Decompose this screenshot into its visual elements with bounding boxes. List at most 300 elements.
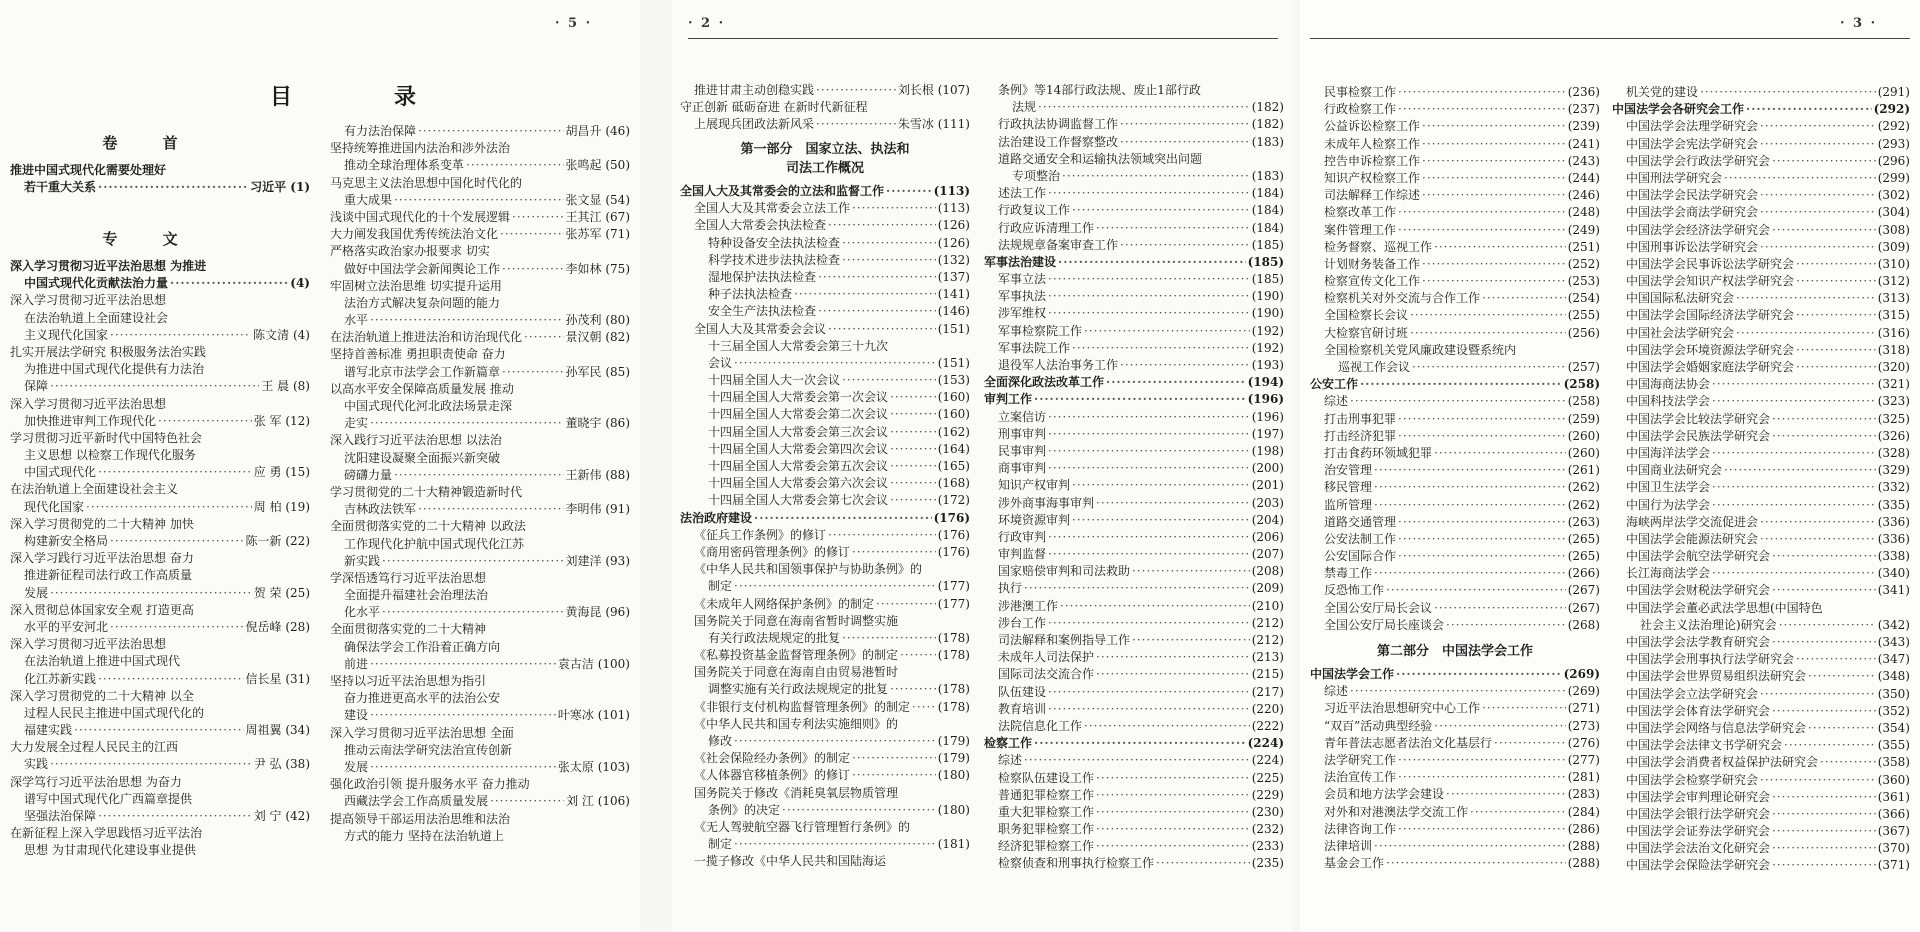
dot-leader xyxy=(1772,703,1876,720)
toc-entry xyxy=(680,475,970,492)
entry-title: 检察侦查和刑事执行检察工作 xyxy=(998,856,1155,871)
toc-entry xyxy=(10,344,310,361)
toc-entry xyxy=(10,481,310,498)
entry-title: 《未成年人网络保护条例》的制定 xyxy=(694,596,875,611)
entry-author-page: (328) xyxy=(1877,445,1910,460)
entry-title: 制定 xyxy=(708,837,733,852)
dot-leader xyxy=(394,192,564,209)
dot-leader xyxy=(842,630,936,647)
toc-entry xyxy=(330,673,630,690)
entry-title: 一揽子修改《中华人民共和国陆海运 xyxy=(694,854,887,869)
dot-leader xyxy=(98,464,252,481)
toc-entry xyxy=(1612,514,1910,531)
toc-page-3 xyxy=(1300,0,1920,932)
toc-entry xyxy=(1310,222,1600,239)
entry-title: 推进新征程司法行政工作高质量 xyxy=(24,568,193,583)
toc-entry xyxy=(10,378,310,395)
entry-title: 扎实开展法学研究 积极服务法治实践 xyxy=(10,344,206,359)
entry-author-page: (177) xyxy=(937,596,970,611)
entry-author-page: 倪岳峰 (28) xyxy=(245,619,310,634)
entry-author-page: (267) xyxy=(1567,600,1600,615)
toc-entry xyxy=(330,553,630,570)
toc-entry xyxy=(330,450,630,467)
entry-title: 严格落实政治家办报要求 切实 xyxy=(330,244,490,259)
entry-title: 在法治轨道上推进中国式现代 xyxy=(24,654,181,669)
dot-leader xyxy=(170,275,288,292)
dot-leader xyxy=(1374,565,1566,582)
toc-entry xyxy=(330,742,630,759)
dot-leader xyxy=(1482,700,1566,717)
toc-entry xyxy=(1310,700,1600,717)
dot-leader xyxy=(1048,185,1250,202)
entry-author-page: (235) xyxy=(1251,856,1284,871)
entry-title: 建设 xyxy=(344,708,369,723)
entry-author-page: (321) xyxy=(1877,377,1910,392)
entry-title: 发展 xyxy=(24,585,49,600)
entry-title: 基金会工作 xyxy=(1324,856,1385,871)
entry-title: 监所管理 xyxy=(1324,497,1373,512)
entry-title: 中国法学会董必武法学思想(中国特色 xyxy=(1626,600,1823,615)
toc-entry xyxy=(10,413,310,430)
toc-entry xyxy=(1310,273,1600,290)
dot-leader xyxy=(1772,823,1876,840)
toc-entry xyxy=(1612,411,1910,428)
entry-author-page: (313) xyxy=(1877,291,1910,306)
dot-leader xyxy=(370,312,564,329)
toc-entry xyxy=(680,510,970,527)
entry-title: 法律咨询工作 xyxy=(1324,821,1397,836)
entry-title: 青年普法志愿者法治文化基层行 xyxy=(1324,735,1493,750)
entry-title: 深入学习贯彻党的二十大精神 以全 xyxy=(10,688,194,703)
entry-title: 检察机关对外交流与合作工作 xyxy=(1324,291,1481,306)
entry-title: 《私募投资基金监督管理条例》的制定 xyxy=(694,648,899,663)
toc-entry xyxy=(10,653,310,670)
toc-entry xyxy=(1612,737,1910,754)
entry-author-page: 张文显 (54) xyxy=(565,192,630,207)
toc-entry xyxy=(680,836,970,853)
toc-entry xyxy=(10,671,310,688)
entry-title: 综述 xyxy=(1324,684,1349,699)
entry-title: 全国人大及其常委会会议 xyxy=(694,321,827,336)
toc-entry xyxy=(10,275,310,292)
entry-title: 法学研究工作 xyxy=(1324,752,1397,767)
dot-leader xyxy=(1072,202,1250,219)
toc-entry xyxy=(680,355,970,372)
dot-leader xyxy=(1422,136,1566,153)
entry-title: 国务院关于同意在海南省暂时调整实施 xyxy=(694,613,899,628)
dot-leader xyxy=(1446,617,1566,634)
entry-title: 有关行政法规规定的批复 xyxy=(708,630,841,645)
toc-entry xyxy=(984,151,1284,168)
entry-author-page: (190) xyxy=(1251,306,1284,321)
entry-author-page: (371) xyxy=(1877,858,1910,873)
entry-author-page: (352) xyxy=(1877,703,1910,718)
entry-author-page: (310) xyxy=(1877,256,1910,271)
dot-leader xyxy=(1422,118,1566,135)
toc-entry xyxy=(10,430,310,447)
entry-author-page: (291) xyxy=(1877,85,1910,99)
dot-leader xyxy=(1434,600,1566,617)
toc-entry xyxy=(330,587,630,604)
dot-leader xyxy=(1374,497,1566,514)
toc-entry xyxy=(984,202,1284,219)
toc-entry xyxy=(1612,668,1910,685)
entry-title: 立案信访 xyxy=(998,409,1047,424)
toc-entry xyxy=(330,570,630,587)
dot-leader xyxy=(1398,411,1566,428)
entry-title: 中国商业法研究会 xyxy=(1626,463,1723,478)
dot-leader xyxy=(734,578,936,595)
dot-leader xyxy=(1398,204,1566,221)
entry-author-page: (180) xyxy=(937,802,970,817)
entry-title: 福建实践 xyxy=(24,723,73,738)
entry-title: 国务院关于修改《消耗臭氧层物质管理 xyxy=(694,785,899,800)
toc-column-right xyxy=(1612,84,1910,875)
entry-title: 若干重大关系 xyxy=(24,180,97,195)
toc-entry xyxy=(1310,307,1600,324)
toc-entry xyxy=(680,441,970,458)
dot-leader xyxy=(1096,770,1250,787)
toc-entry xyxy=(330,793,630,810)
entry-title: 水平 xyxy=(344,313,369,328)
toc-entry xyxy=(1310,256,1600,273)
toc-entry xyxy=(330,811,630,828)
entry-author-page: (184) xyxy=(1251,220,1284,235)
entry-title: 大力阐发我国优秀传统法治文化 xyxy=(330,227,499,242)
entry-author-page: 刘长根 (107) xyxy=(897,83,970,97)
entry-title: 中国科技法学会 xyxy=(1626,394,1711,409)
entry-title: “双百”活动典型经验 xyxy=(1324,718,1433,733)
entry-author-page: (179) xyxy=(937,734,970,748)
entry-title: 推动云南法学研究法治宣传创新 xyxy=(344,742,513,757)
entry-title: 中国法学会行政法学研究会 xyxy=(1626,153,1771,168)
entry-author-page: (204) xyxy=(1251,512,1284,527)
entry-author-page: (266) xyxy=(1567,566,1600,581)
dot-leader xyxy=(1096,649,1250,666)
toc-entry xyxy=(10,808,310,825)
dot-leader xyxy=(1412,359,1566,376)
toc-entry xyxy=(984,357,1284,374)
entry-author-page: (241) xyxy=(1567,136,1600,151)
entry-title: 深入学习贯彻党的二十大精神 加快 xyxy=(10,516,194,531)
entry-author-page: (220) xyxy=(1251,701,1284,716)
entry-title: 行政复议工作 xyxy=(998,203,1071,218)
entry-author-page: 李如林 (75) xyxy=(565,261,630,276)
toc-entry xyxy=(680,372,970,389)
toc-entry xyxy=(984,787,1284,804)
dot-leader xyxy=(1422,153,1566,170)
entry-title: 中国法学会经济法学研究会 xyxy=(1626,222,1771,237)
dot-leader xyxy=(890,406,936,423)
dot-leader xyxy=(852,200,936,217)
entry-author-page: 孙茂利 (80) xyxy=(565,313,630,328)
toc-entry xyxy=(984,855,1284,872)
toc-entry xyxy=(1612,548,1910,565)
entry-author-page: (316) xyxy=(1877,325,1910,340)
toc-entry xyxy=(1310,548,1600,565)
entry-title: 机关党的建设 xyxy=(1626,85,1699,99)
dot-leader xyxy=(98,671,244,688)
dot-leader xyxy=(1760,686,1876,703)
toc-entry xyxy=(330,776,630,793)
dot-leader xyxy=(1386,855,1566,872)
entry-title: 行政检察工作 xyxy=(1324,102,1397,117)
entry-title: 行政应诉清理工作 xyxy=(998,220,1095,235)
entry-author-page: 陈一新 (22) xyxy=(245,534,310,548)
entry-title: 司法解释工作综述 xyxy=(1324,188,1421,203)
dot-leader xyxy=(1772,634,1876,651)
entry-title: 检察改革工作 xyxy=(1324,205,1397,220)
dot-leader xyxy=(1772,428,1876,445)
entry-title: 十四届全国人大常委会第六次会议 xyxy=(708,476,889,491)
toc-title: 目 录 xyxy=(270,84,457,110)
entry-title: 做好中国法学会新闻舆论工作 xyxy=(344,261,501,276)
toc-entry xyxy=(330,329,630,346)
entry-title: 中国卫生法学会 xyxy=(1626,480,1711,495)
entry-author-page: (361) xyxy=(1877,789,1910,804)
entry-title: 在法治轨道上全面建设社会主义 xyxy=(10,482,179,497)
entry-title: 制定 xyxy=(708,579,733,594)
entry-author-page: (367) xyxy=(1877,824,1910,839)
entry-title: 检察工作 xyxy=(984,736,1033,751)
entry-author-page: (326) xyxy=(1877,428,1910,443)
entry-author-page: 张太原 (103) xyxy=(557,759,630,774)
toc-entry xyxy=(984,220,1284,237)
entry-title: 推进甘肃主动创稳实践 xyxy=(694,83,815,97)
entry-author-page: 孙军民 (85) xyxy=(565,364,630,379)
toc-entry xyxy=(680,217,970,234)
toc-entry xyxy=(330,398,630,415)
entry-author-page: (203) xyxy=(1251,495,1284,510)
entry-author-page: (267) xyxy=(1567,583,1600,598)
toc-entry xyxy=(680,303,970,320)
dot-leader xyxy=(1048,701,1250,718)
toc-entry xyxy=(10,842,310,859)
toc-entry xyxy=(330,432,630,449)
toc-entry xyxy=(984,185,1284,202)
dot-leader xyxy=(1396,666,1562,683)
entry-author-page: 胡昌升 (46) xyxy=(565,124,630,138)
toc-entry xyxy=(1310,666,1600,683)
entry-title: 深学笃行习近平法治思想 为奋力 xyxy=(10,774,182,789)
entry-author-page: (200) xyxy=(1251,461,1284,476)
entry-author-page: (304) xyxy=(1877,205,1910,220)
toc-entry xyxy=(330,209,630,226)
toc-entry xyxy=(10,585,310,602)
dot-leader xyxy=(754,510,932,527)
entry-author-page: (263) xyxy=(1567,514,1600,529)
entry-title: 中国法学会体育法学研究会 xyxy=(1626,703,1771,718)
toc-entry xyxy=(1612,393,1910,410)
toc-entry xyxy=(680,492,970,509)
entry-author-page: (360) xyxy=(1877,772,1910,787)
entry-title: 坚强法治保障 xyxy=(24,809,97,823)
entry-title: 普通犯罪检察工作 xyxy=(998,787,1095,802)
dot-leader xyxy=(842,372,936,389)
entry-title: 全面深化政法改革工作 xyxy=(984,375,1105,390)
entry-title: 法规 xyxy=(1012,100,1037,115)
dot-leader xyxy=(890,441,936,458)
dot-leader xyxy=(110,619,244,636)
entry-title: 全国人大及其常委会立法工作 xyxy=(694,201,851,216)
entry-author-page: (164) xyxy=(937,441,970,456)
toc-entry xyxy=(984,512,1284,529)
entry-title: 《人体器官移植条例》的修订 xyxy=(694,768,851,783)
entry-title: 中国法学会银行法学研究会 xyxy=(1626,806,1771,821)
entry-author-page: 王其江 (67) xyxy=(565,209,630,224)
dot-leader xyxy=(1470,804,1566,821)
toc-entry xyxy=(1310,170,1600,187)
toc-column-left-bottom xyxy=(1310,666,1600,872)
entry-title: 法治政府建设 xyxy=(680,510,753,525)
toc-entry xyxy=(1612,703,1910,720)
toc-entry xyxy=(1310,497,1600,514)
entry-title: 全国公安厅局长座谈会 xyxy=(1324,617,1445,632)
entry-author-page: (184) xyxy=(1251,186,1284,201)
entry-author-page: (308) xyxy=(1877,222,1910,237)
toc-entry xyxy=(1310,204,1600,221)
toc-entry xyxy=(1310,101,1600,118)
toc-column-left xyxy=(1310,84,1600,634)
dot-leader xyxy=(1398,428,1566,445)
entry-author-page: (246) xyxy=(1567,188,1600,203)
dot-leader xyxy=(1034,735,1246,752)
toc-entry xyxy=(1612,359,1910,376)
toc-entry xyxy=(984,632,1284,649)
entry-author-page: (236) xyxy=(1567,85,1600,99)
entry-title: 吉林政法铁军 xyxy=(344,502,417,517)
toc-entry xyxy=(330,518,630,535)
dot-leader xyxy=(1760,531,1876,548)
toc-entry xyxy=(680,252,970,269)
entry-author-page: (268) xyxy=(1567,617,1600,632)
entry-author-page: (269) xyxy=(1567,684,1600,699)
entry-author-page: (230) xyxy=(1251,804,1284,819)
entry-author-page: 黄海昆 (96) xyxy=(565,605,630,620)
dot-leader xyxy=(1398,752,1566,769)
toc-entry xyxy=(1310,838,1600,855)
entry-author-page: (239) xyxy=(1567,119,1600,134)
entry-author-page: (292) xyxy=(1873,102,1910,117)
toc-entry xyxy=(1612,376,1910,393)
entry-title: 道路交通安全和运输执法领域突出问题 xyxy=(998,151,1203,166)
entry-author-page: (296) xyxy=(1877,153,1910,168)
toc-entry xyxy=(984,340,1284,357)
toc-entry xyxy=(984,821,1284,838)
toc-entry xyxy=(1612,823,1910,840)
entry-title: 化江苏新实践 xyxy=(24,671,97,686)
entry-title: 审判工作 xyxy=(984,392,1033,407)
entry-title: 禁毒工作 xyxy=(1324,566,1373,581)
toc-entry xyxy=(10,705,310,722)
entry-title: 军事检察院工作 xyxy=(998,323,1083,338)
entry-title: 中国法学会法律文书学研究会 xyxy=(1626,738,1783,753)
toc-entry xyxy=(680,286,970,303)
entry-title: 军事法治建设 xyxy=(984,254,1057,269)
entry-title: 全面贯彻落实党的二十大精神 xyxy=(330,622,487,637)
toc-entry xyxy=(1310,804,1600,821)
dot-leader xyxy=(1096,787,1250,804)
entry-title: 磅礴力量 xyxy=(344,467,393,482)
entry-title: 前进 xyxy=(344,656,369,671)
dot-leader xyxy=(1712,393,1876,410)
entry-title: 涉港澳工作 xyxy=(998,598,1059,613)
dot-leader xyxy=(1120,134,1250,151)
entry-author-page: 尹 弘 (38) xyxy=(253,757,310,772)
dot-leader xyxy=(1096,804,1250,821)
toc-entry xyxy=(1310,153,1600,170)
entry-author-page: (249) xyxy=(1567,222,1600,237)
toc-entry xyxy=(680,699,970,716)
entry-title: 十四届全国人大常委会第七次会议 xyxy=(708,493,889,508)
dot-leader xyxy=(1398,821,1566,838)
dot-leader xyxy=(890,492,936,509)
toc-entry xyxy=(984,615,1284,632)
toc-entry xyxy=(1310,84,1600,101)
dot-leader xyxy=(50,585,252,602)
dot-leader xyxy=(1120,357,1250,374)
toc-entry xyxy=(1310,479,1600,496)
dot-leader xyxy=(1724,462,1876,479)
entry-author-page: (277) xyxy=(1567,752,1600,767)
toc-entry xyxy=(1612,118,1910,135)
entry-author-page: (336) xyxy=(1877,531,1910,546)
dot-leader xyxy=(1712,565,1876,582)
toc-entry xyxy=(1612,497,1910,514)
entry-author-page: (309) xyxy=(1877,239,1910,254)
entry-title: 推进中国式现代化需要处理好 xyxy=(10,163,167,177)
part-title-1: 第一部分 国家立法、执法和 xyxy=(740,142,910,157)
dot-leader xyxy=(382,553,564,570)
entry-author-page: 王新伟 (88) xyxy=(565,467,630,482)
toc-entry xyxy=(330,656,630,673)
toc-entry xyxy=(10,567,310,584)
toc-entry xyxy=(330,295,630,312)
toc-entry xyxy=(1310,342,1600,359)
toc-entry xyxy=(680,785,970,802)
toc-entry xyxy=(680,802,970,819)
dot-leader xyxy=(1120,116,1250,133)
toc-entry xyxy=(1612,153,1910,170)
dot-leader xyxy=(1096,495,1250,512)
entry-author-page: (196) xyxy=(1247,392,1284,407)
toc-entry xyxy=(330,759,630,776)
toc-entry xyxy=(330,364,630,381)
entry-author-page: (168) xyxy=(937,476,970,491)
toc-entry xyxy=(1612,789,1910,806)
toc-entry xyxy=(984,563,1284,580)
toc-entry xyxy=(330,707,630,724)
entry-author-page: 袁古洁 (100) xyxy=(557,656,630,671)
toc-entry xyxy=(1310,462,1600,479)
entry-author-page: (255) xyxy=(1567,308,1600,323)
toc-entry xyxy=(1612,772,1910,789)
entry-title: 中国式现代化贡献法治力量 xyxy=(24,276,169,291)
dot-leader xyxy=(1398,222,1566,239)
entry-title: 审判监督 xyxy=(998,547,1047,562)
dot-leader xyxy=(890,458,936,475)
entry-author-page: 李明伟 (91) xyxy=(565,502,630,517)
entry-title: 法规规章备案审查工作 xyxy=(998,237,1119,252)
toc-entry xyxy=(1310,531,1600,548)
dot-leader xyxy=(1386,582,1566,599)
entry-title: 会议 xyxy=(708,355,733,370)
entry-title: 十四届全国人大一次会议 xyxy=(708,373,841,388)
dot-leader xyxy=(1360,376,1562,393)
dot-leader xyxy=(370,707,556,724)
entry-title: 中国法学会商法学研究会 xyxy=(1626,205,1759,220)
dot-leader xyxy=(1034,391,1246,408)
